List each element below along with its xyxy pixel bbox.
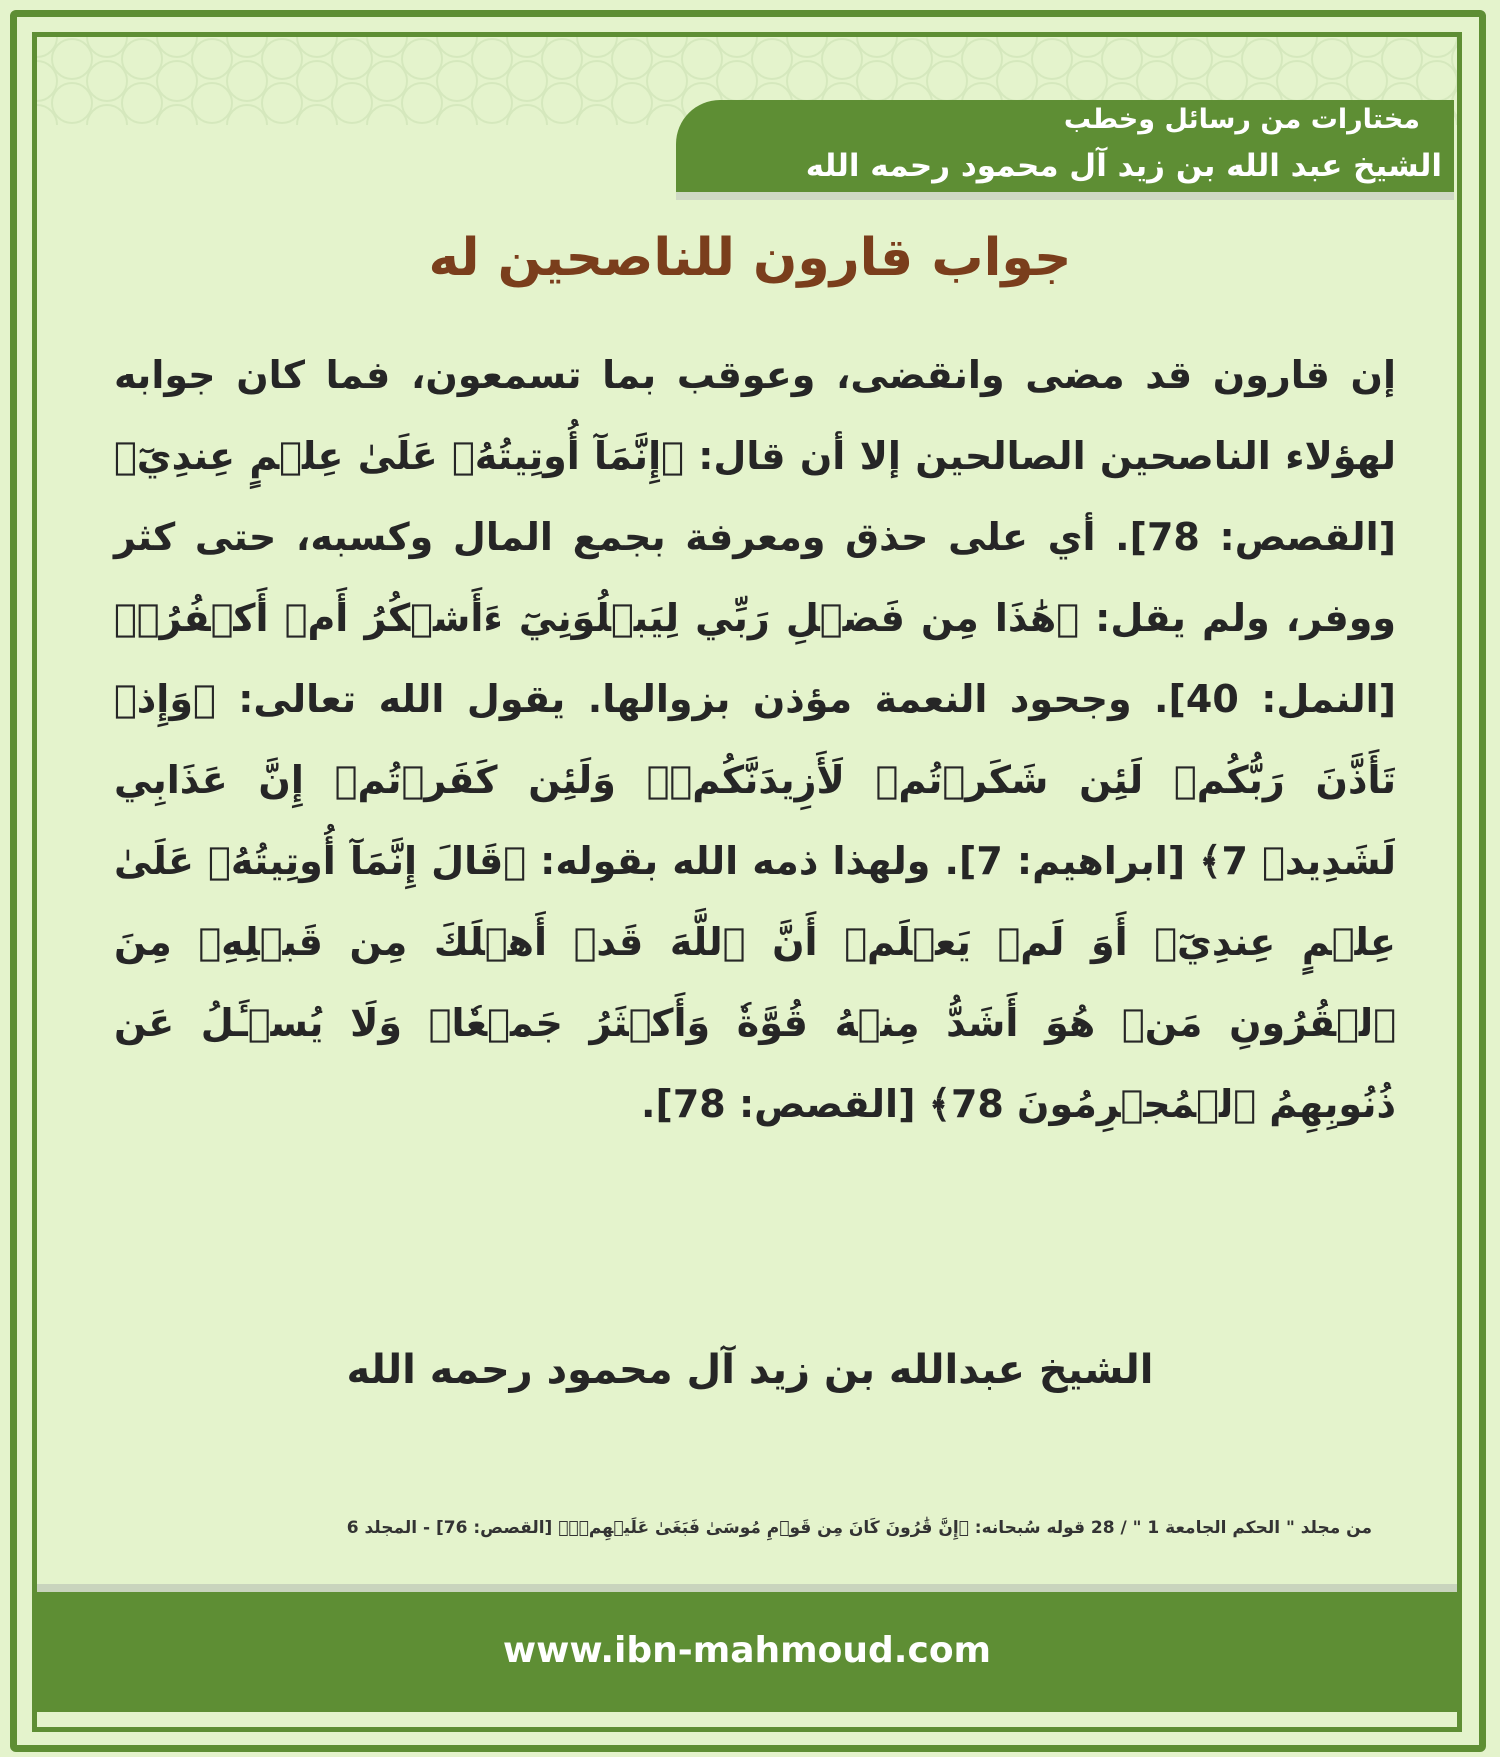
article-body: إن قارون قد مضى وانقضى، وعوقب بما تسمعون، فما كان جوابه لهؤلاء الناصحين الصالحين إلا أن قال: ﴿إِنَّمَآ أُوتِيتُهُۥ عَلَىٰ عِلۡمٍ عِندِيٓ﴾ [القصص: 78]. أي على حذق ومعرفة بجمع المال وكسبه، حتى كثر ووفر، ولم يقل: ﴿هَٰذَا مِن فَضۡلِ رَبِّي لِيَبۡلُوَنِيٓ ءَأَشۡكُرُ أَمۡ أَكۡفُرُۖ﴾ [النمل: 40]. وجحود النعمة مؤذن بزوالها. يقول الله تعالى: ﴿وَإِذۡ تَأَذَّنَ رَبُّكُمۡ لَئِن شَكَرۡتُمۡ لَأَزِيدَنَّكُمۡۖ وَلَئِن كَفَرۡتُمۡ إِنَّ عَذَابِي لَشَدِيدٞ 7﴾ [ابراهيم: 7]. ولهذا ذمه الله بقوله: ﴿قَالَ إِنَّمَآ أُوتِيتُهُۥ عَلَىٰ عِلۡمٍ عِندِيٓۚ أَوَ لَمۡ يَعۡلَمۡ أَنَّ ٱللَّهَ قَدۡ أَهۡلَكَ مِن قَبۡلِهِۦ مِنَ ٱلۡقُرُونِ مَنۡ هُوَ أَشَدُّ مِنۡهُ قُوَّةٗ وَأَكۡثَرُ جَمۡعٗاۚ وَلَا يُسۡـَٔلُ عَن ذُنُوبِهِمُ ٱلۡمُجۡرِمُونَ 78﴾ [القصص: 78]. <box>114 353 1397 1126</box>
footer-bar <box>37 1592 1457 1712</box>
website-link[interactable]: www.ibn-mahmoud.com <box>502 1630 992 1671</box>
header-author-name: الشيخ عبد الله بن زيد آل محمود رحمه الله <box>805 148 1442 184</box>
source-reference: من مجلد " الحكم الجامعة 1 " / 28 قوله سُبحانه: ﴿إِنَّ قَٰرُونَ كَانَ مِن قَوۡمِ مُوسَىٰ فَبَغَىٰ عَلَيۡهِمۡۖ﴾ [القصص: 76] - المجلد 6 <box>346 1518 1372 1538</box>
footer-divider <box>37 1584 1457 1592</box>
header-series-title: مختارات من رسائل وخطب <box>1063 104 1420 135</box>
article-title: جواب قارون للناصحين له <box>428 228 1072 288</box>
author-signature: الشيخ عبدالله بن زيد آل محمود رحمه الله <box>346 1347 1154 1393</box>
